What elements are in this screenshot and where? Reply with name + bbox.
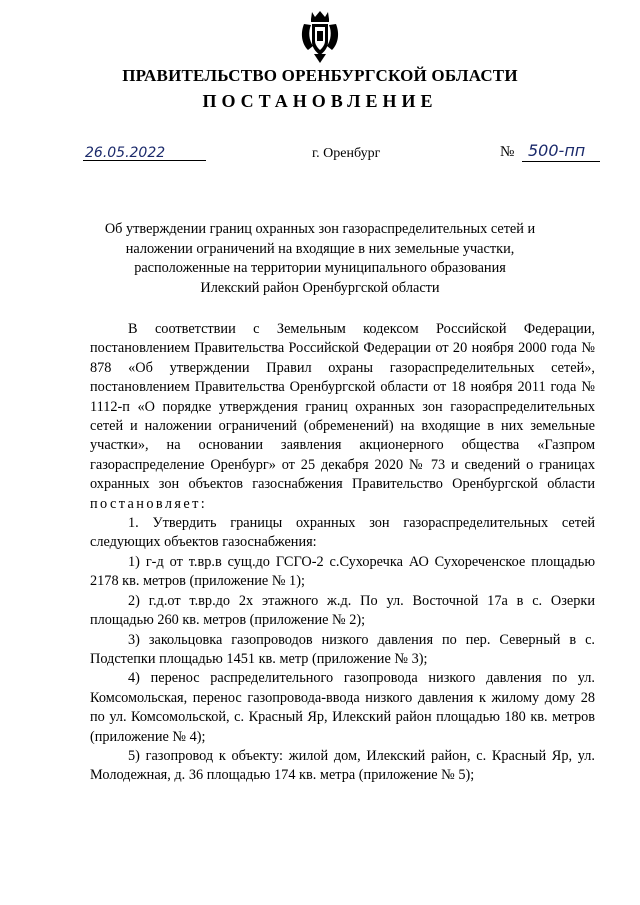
document-date: 26.05.2022 [85, 145, 166, 161]
date-field [83, 144, 206, 161]
intro-paragraph [90, 320, 595, 514]
number-sign: № [500, 144, 515, 160]
list-item: 5) газопровод к объекту: жилой дом, Илекский район, с. Красный Яр, ул. Молодежная, д. 36 площадью 174 кв. метра (приложение № 5); [90, 747, 595, 784]
list-item: 3) закольцовка газопроводов низкого давления по пер. Северный в с. Подстепки площадью 1451 кв. метр (приложение № 3); [90, 631, 595, 667]
list-item: 1. Утвердить границы охранных зон газораспределительных сетей следующих объектов газоснабжения: [90, 515, 595, 551]
list-item: 2) г.д.от т.вр.до 2х этажного ж.д. По ул. Восточной 17а в с. Озерки площадью 260 кв. метров (приложение № 2); [90, 592, 595, 629]
number-underline [522, 161, 600, 162]
document-type: ПОСТАНОВЛЕНИЕ [202, 91, 438, 111]
subject-line: Об утверждении границ охранных зон газораспределительных сетей и [104, 221, 536, 237]
document-body [90, 320, 595, 786]
subject-line: наложении ограничений на входящие в них земельные участки, [125, 240, 515, 257]
document-number: 500-пп [528, 141, 586, 160]
list-item: 4) перенос распределительного газопровода низкого давления по ул. Комсомольская, перенос газопровода-ввода низкого давления к жилому дому 28 по ул. Комсомольской, с. Красный Яр, Илекский район площадью 180 кв. метров (приложение № 4); [90, 670, 595, 745]
subject-line: расположенные на территории муниципального образования [134, 260, 506, 276]
coat-of-arms-icon [300, 10, 340, 64]
list-item: 1) г-д от т.вр.в сущ.до ГСГО-2 с.Сухоречка АО Сухореченское площадью 2178 кв. метров (приложение № 1); [90, 553, 595, 590]
city: г. Оренбург [312, 146, 381, 161]
decree-word: постановляет: [90, 495, 208, 512]
document-subject [95, 220, 545, 298]
subject-line: Илекский район Оренбургской области [200, 279, 440, 296]
intro-text: В соответствии с Земельным кодексом Российской Федерации, постановлением Правительства Российской Федерации от 20 ноября 2000 года № 878 «Об утверждении Правил охраны газораспределительных сетей», постановлением Правительства Оренбургской области от 18 ноября 2011 года № 1112-п «О порядке утверждения границ охранных зон газораспределительных сетей и наложении ограничений (обременений) на входящие в них земельные участки», на основании заявления акционерного общества «Газпром газораспределение Оренбург» от 25 декабря 2020 № 73 и сведений о границах охранных зон объектов газоснабжения Правительство Оренбургской области [90, 321, 595, 493]
government-name: ПРАВИТЕЛЬСТВО ОРЕНБУРГСКОЙ ОБЛАСТИ [122, 66, 518, 85]
